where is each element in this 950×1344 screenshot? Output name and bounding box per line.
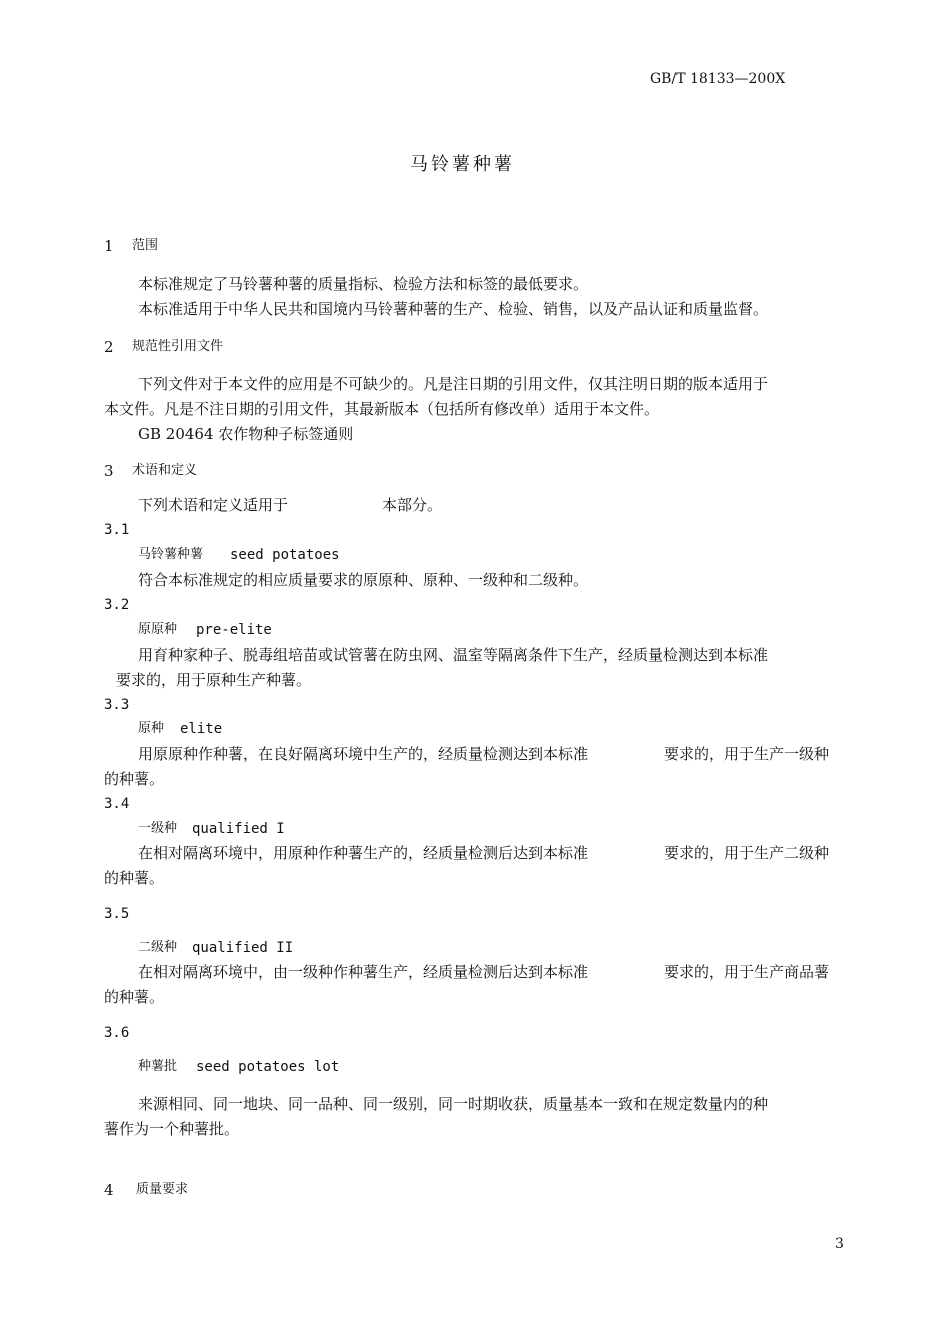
term-3-1-chinese: 马铃薯种薯 <box>138 547 204 562</box>
term-3-2-definition-line-1: 用育种家种子、脱毒组培苗或试管薯在防虫网、温室等隔离条件下生产，经质量检测达到本标准 <box>138 646 769 664</box>
section-3-intro-part-2: 本部分。 <box>382 496 443 514</box>
term-3-3-definition-part-1: 用原原种作种薯，在良好隔离环境中生产的，经质量检测达到本标准 <box>138 745 589 763</box>
term-3-3-number: 3.3 <box>104 697 130 713</box>
term-3-5-english: qualified II <box>192 940 294 956</box>
term-3-4-number: 3.4 <box>104 796 130 812</box>
term-3-4-english: qualified I <box>192 821 285 837</box>
term-3-2-definition-line-2: 要求的，用于原种生产种薯。 <box>116 671 312 689</box>
section-2-number: 2 <box>104 338 114 356</box>
section-4-title: 质量要求 <box>136 1182 189 1197</box>
term-3-4-chinese: 一级种 <box>138 821 178 836</box>
term-3-1-english: seed potatoes <box>230 547 340 563</box>
term-3-4-definition-part-1: 在相对隔离环境中，用原种作种薯生产的，经质量检测后达到本标准 <box>138 844 589 862</box>
term-3-5-definition-part-1: 在相对隔离环境中，由一级种作种薯生产，经质量检测后达到本标准 <box>138 963 589 981</box>
section-2-paragraph-line-1: 下列文件对于本文件的应用是不可缺少的。凡是注日期的引用文件，仅其注明日期的版本适用于 <box>138 375 769 393</box>
standard-number: GB/T 18133—200X <box>650 71 786 87</box>
section-3-intro-part-1: 下列术语和定义适用于 <box>138 496 289 514</box>
term-3-4-definition-line-2: 的种薯。 <box>104 869 165 887</box>
term-3-6-english: seed potatoes lot <box>196 1059 340 1075</box>
page-title: 马铃薯种薯 <box>410 154 515 175</box>
term-3-4-definition-part-2: 要求的，用于生产二级种 <box>664 844 830 862</box>
section-3-number: 3 <box>104 462 114 480</box>
term-3-5-number: 3.5 <box>104 906 130 922</box>
term-3-5-definition-line-2: 的种薯。 <box>104 988 165 1006</box>
section-3-title: 术语和定义 <box>132 463 198 478</box>
term-3-3-definition-part-2: 要求的，用于生产一级种 <box>664 745 830 763</box>
term-3-1-definition: 符合本标准规定的相应质量要求的原原种、原种、一级种和二级种。 <box>138 571 589 589</box>
page-number: 3 <box>835 1236 844 1252</box>
term-3-2-number: 3.2 <box>104 597 130 613</box>
term-3-6-definition-line-2: 薯作为一个种薯批。 <box>104 1120 240 1138</box>
term-3-3-english: elite <box>180 721 223 737</box>
term-3-3-definition-line-2: 的种薯。 <box>104 770 165 788</box>
term-3-3-chinese: 原种 <box>138 721 165 736</box>
term-3-6-chinese: 种薯批 <box>138 1059 178 1074</box>
term-3-6-number: 3.6 <box>104 1025 130 1041</box>
term-3-5-definition-part-2: 要求的，用于生产商品薯 <box>664 963 830 981</box>
term-3-2-english: pre-elite <box>196 622 272 638</box>
section-4-number: 4 <box>104 1181 114 1199</box>
section-2-paragraph-line-2: 本文件。凡是不注日期的引用文件，其最新版本（包括所有修改单）适用于本文件。 <box>104 400 660 418</box>
normative-reference: GB 20464 农作物种子标签通则 <box>138 425 354 443</box>
section-1-paragraph-2: 本标准适用于中华人民共和国境内马铃薯种薯的生产、检验、销售，以及产品认证和质量监督。 <box>138 300 769 318</box>
term-3-6-definition-line-1: 来源相同、同一地块、同一品种、同一级别，同一时期收获，质量基本一致和在规定数量内的种 <box>138 1095 769 1113</box>
term-3-5-chinese: 二级种 <box>138 940 178 955</box>
section-1-title: 范围 <box>132 238 159 253</box>
section-2-title: 规范性引用文件 <box>132 339 224 354</box>
section-1-paragraph-1: 本标准规定了马铃薯种薯的质量指标、检验方法和标签的最低要求。 <box>138 275 589 293</box>
term-3-1-number: 3.1 <box>104 522 130 538</box>
term-3-2-chinese: 原原种 <box>138 622 178 637</box>
section-1-number: 1 <box>104 237 114 255</box>
